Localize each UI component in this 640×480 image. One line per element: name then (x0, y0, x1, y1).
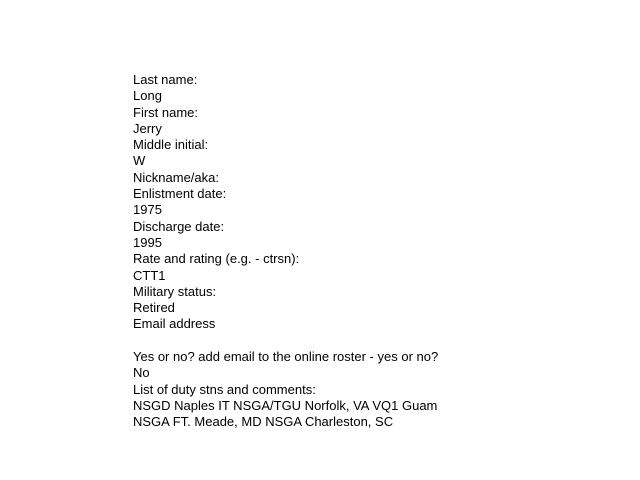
duty-stations-line: NSGA FT. Meade, MD NSGA Charleston, SC (133, 414, 394, 430)
duty-stations-label: List of duty stns and comments: (133, 381, 316, 397)
member-record (133, 72, 613, 431)
first-name-value: Jerry (133, 120, 162, 136)
duty-stations-line: NSGD Naples IT NSGA/TGU Norfolk, VA VQ1 Guam (133, 397, 438, 413)
last-name-label: Last name: (133, 72, 198, 87)
rate-rating-value: CTT1 (133, 267, 166, 283)
roster-answer-value: No (133, 365, 150, 381)
military-status-label: Military status: (133, 283, 217, 299)
roster-question-label: Yes or no? add email to the online roster - yes or no? (133, 349, 439, 365)
blank-line (133, 333, 613, 349)
enlistment-date-label: Enlistment date: (133, 186, 227, 202)
last-name-value: Long (133, 88, 162, 104)
enlistment-date-value: 1975 (133, 202, 162, 218)
nickname-label: Nickname/aka: (133, 169, 219, 185)
middle-initial-label: Middle initial: (133, 137, 209, 153)
military-status-value: Retired (133, 300, 175, 316)
middle-initial-value: W (133, 153, 146, 169)
rate-rating-label: Rate and rating (e.g. - ctrsn): (133, 251, 300, 267)
email-address-label: Email address (133, 316, 216, 332)
discharge-date-label: Discharge date: (133, 218, 225, 234)
first-name-label: First name: (133, 104, 199, 120)
discharge-date-value: 1995 (133, 234, 162, 250)
